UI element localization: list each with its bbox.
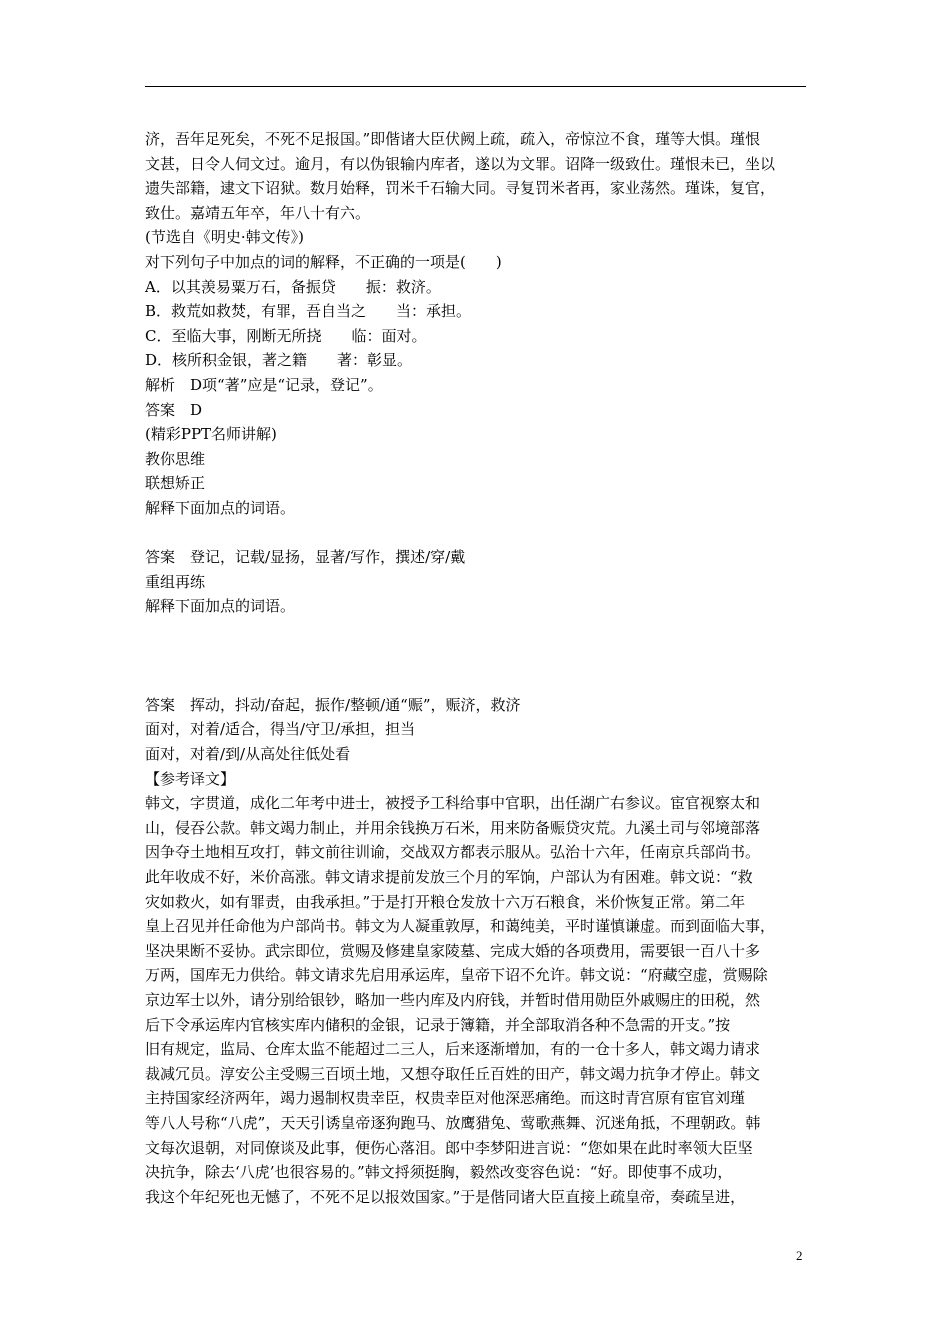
header-rule <box>145 86 806 87</box>
question-stem: 对下列句子中加点的词的解释，不正确的一项是( ) <box>145 252 502 271</box>
option-b: B．救荒如救焚，有罪，吾自当之 当：承担。 <box>145 302 472 321</box>
translation-line: 韩文，字贯道，成化二年考中进士，被授予工科给事中官职，出任湖广右参议。宦官视察太和 <box>145 794 761 813</box>
translation-line: 裁减冗员。淳安公主受赐三百顷土地，又想夺取任丘百姓的田产，韩文竭力抗争才停止。韩文 <box>145 1064 761 1083</box>
exercise-answer: 面对，对着/到/从高处往低处看 <box>145 745 351 764</box>
translation-line: 旧有规定，监局、仓库太监不能超过二三人，后来逐渐增加，有的一仓十多人，韩文竭力请求 <box>145 1040 761 1059</box>
section-subheading: 重组再练 <box>145 572 206 591</box>
translation-line: 坚决果断不妥协。武宗即位，赏赐及修建皇家陵墓、完成大婚的各项费用，需要银一百八十多 <box>145 941 761 960</box>
exercise-prompt: 解释下面加点的词语。 <box>145 498 296 517</box>
exercise-prompt: 解释下面加点的词语。 <box>145 597 296 616</box>
exercise-answer: 答案 挥动，抖动/奋起，振作/整顿/通“赈”，赈济，救济 <box>145 695 521 714</box>
answer-text: 答案 D <box>145 400 203 419</box>
passage-line: 文甚，日令人伺文过。逾月，有以伪银输内库者，遂以为文罪。诏降一级致仕。瑾恨未已，坐以 <box>145 154 776 173</box>
option-c: C．至临大事，刚断无所挠 临：面对。 <box>145 326 427 345</box>
translation-line: 此年收成不好，米价高涨。韩文请求提前发放三个月的军饷，户部认为有困难。韩文说：“救 <box>145 868 753 887</box>
translation-line: 万两，国库无力供给。韩文请求先启用承运库，皇帝下诏不允许。韩文说：“府藏空虚，赏赐除 <box>145 966 768 985</box>
passage-line: 致仕。嘉靖五年卒，年八十有六。 <box>145 203 371 222</box>
option-a: A．以其羡易粟万石，备振贷 振：救济。 <box>145 277 441 296</box>
translation-line: 皇上召见并任命他为户部尚书。韩文为人凝重敦厚，和蔼纯美，平时谨慎谦虚。而到面临大事， <box>145 917 776 936</box>
passage-line: 济，吾年足死矣，不死不足报国。”即偕诸大臣伏阙上疏，疏入，帝惊泣不食，瑾等大惧。瑾恨 <box>145 130 761 148</box>
document-body <box>145 127 817 1209</box>
passage-line: 遗失部籍，逮文下诏狱。数月始释，罚米千石输大同。寻复罚米者再，家业荡然。瑾诛，复官， <box>145 179 776 198</box>
translation-line: 后下令承运库内官核实库内储积的金银，记录于簿籍，并全部取消各种不急需的开支。”按 <box>145 1015 731 1034</box>
translation-line: 我这个年纪死也无憾了，不死不足以报效国家。”于是偕同诸大臣直接上疏皇帝，奏疏呈进， <box>145 1187 746 1206</box>
passage-source: (节选自《明史·韩文传》) <box>145 228 304 247</box>
translation-line: 灾如救火，如有罪责，由我承担。”于是打开粮仓发放十六万石粮食，米价恢复正常。第二年 <box>145 892 746 911</box>
section-subheading: 联想矫正 <box>145 474 206 493</box>
translation-line: 等八人号称“八虎”，天天引诱皇帝逐狗跑马、放鹰猎兔、莺歌燕舞、沉迷角抵，不理朝政。韩 <box>145 1113 761 1132</box>
exercise-answer: 答案 登记，记载/显扬，显著/写作，撰述/穿/戴 <box>145 548 466 567</box>
analysis-text: 解析 D项“著”应是“记录，登记”。 <box>145 375 383 394</box>
translation-line: 山，侵吞公款。韩文竭力制止，并用余钱换万石米，用来防备赈贷灾荒。九溪土司与邻境部落 <box>145 818 761 837</box>
exercise-answer: 面对，对着/适合，得当/守卫/承担，担当 <box>145 720 416 739</box>
translation-heading: 【参考译文】 <box>145 769 236 788</box>
section-subheading: 教你思维 <box>145 449 206 468</box>
page-number: 2 <box>796 1248 803 1263</box>
translation-line: 京边军士以外，请分别给银钞，略加一些内库及内府钱，并暂时借用勋臣外戚赐庄的田税，然 <box>145 991 761 1009</box>
ppt-heading: (精彩PPT名师讲解) <box>145 425 277 444</box>
blank-space <box>145 619 817 693</box>
translation-line: 文每次退朝，对同僚谈及此事，便伤心落泪。郎中李梦阳进言说：“您如果在此时率领大臣坚 <box>145 1138 753 1157</box>
translation-line: 主持国家经济两年，竭力遏制权贵幸臣，权贵幸臣对他深恶痛绝。而这时青宫原有宦官刘瑾 <box>145 1089 746 1108</box>
option-d: D．核所积金银，著之籍 著：彰显。 <box>145 351 413 370</box>
blank-space <box>145 521 817 546</box>
translation-line: 决抗争，除去‘八虎’也很容易的。”韩文捋须挺胸，毅然改变容色说：“好。即使事不成功， <box>145 1163 733 1182</box>
translation-line: 因争夺土地相互攻打，韩文前往训谕，交战双方都表示服从。弘治十六年，任南京兵部尚书。 <box>145 843 761 862</box>
